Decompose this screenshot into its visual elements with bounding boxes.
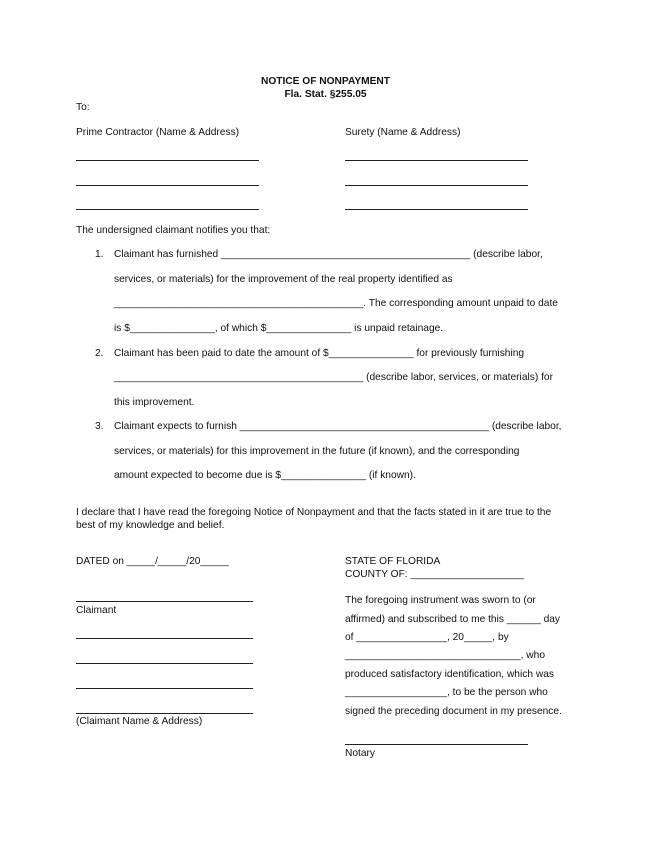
statute-reference: Fla. Stat. §255.05 (284, 89, 367, 100)
claimant-label: Claimant (76, 605, 117, 616)
item-2-line-2: ____________________________________________ (describe labor, services, or materials) for (114, 372, 553, 383)
item-1-line-1: Claimant has furnished ____________________________________________ (describe labor, (114, 249, 543, 260)
declaration-line-2: best of my knowledge and belief. (76, 520, 225, 531)
item-1-line-4: is $_______________, of which $_______________ is unpaid retainage. (114, 323, 444, 334)
item-3-line-2: services, or materials) for this improvement in the future (if known), and the corresponding (114, 446, 520, 457)
notary-line-5: produced satisfactory identification, which was (345, 669, 554, 680)
item-3-line-1: Claimant expects to furnish ____________________________________________ (describe labor, (114, 421, 562, 432)
document-title: NOTICE OF NONPAYMENT (260, 76, 391, 87)
notary-line-1: The foregoing instrument was sworn to (or (345, 595, 536, 606)
to-label: To: (76, 102, 90, 113)
notary-signature-line[interactable] (345, 744, 528, 745)
notary-state: STATE OF FLORIDA (345, 556, 441, 567)
item-1-line-3: ____________________________________________. The corresponding amount unpaid to date (114, 298, 558, 309)
notary-line-3: of ________________, 20_____, by (345, 632, 509, 643)
dated-field[interactable]: DATED on _____/_____/20_____ (76, 556, 229, 567)
surety-line-2[interactable] (345, 185, 528, 186)
notary-line-6: __________________, to be the person who (345, 687, 548, 698)
item-number-1: 1. (95, 249, 104, 260)
claimant-signature-line[interactable] (76, 601, 253, 602)
prime-contractor-line-3[interactable] (76, 209, 259, 210)
item-number-2: 2. (95, 348, 104, 359)
claimant-address-line-3[interactable] (76, 688, 253, 689)
surety-line-3[interactable] (345, 209, 528, 210)
notary-line-4: _______________________________, who (345, 650, 545, 661)
prime-contractor-label: Prime Contractor (Name & Address) (76, 127, 240, 138)
item-number-3: 3. (95, 421, 104, 432)
intro-text: The undersigned claimant notifies you that: (76, 225, 271, 236)
prime-contractor-line-1[interactable] (76, 160, 259, 161)
declaration-line-1: I declare that I have read the foregoing Notice of Nonpayment and that the facts stated in it are true to the (76, 507, 552, 518)
claimant-address-line-1[interactable] (76, 638, 253, 639)
notary-line-2: affirmed) and subscribed to me this ______ day (345, 614, 561, 625)
claimant-address-line-4[interactable] (76, 713, 253, 714)
item-3-line-3: amount expected to become due is $_______________ (if known). (114, 470, 416, 481)
surety-label: Surety (Name & Address) (345, 127, 461, 138)
item-1-line-2: services, or materials) for the improvement of the real property identified as (114, 274, 453, 285)
notary-county[interactable]: COUNTY OF: ____________________ (345, 569, 524, 580)
prime-contractor-line-2[interactable] (76, 185, 259, 186)
claimant-address-line-2[interactable] (76, 663, 253, 664)
notary-line-7: signed the preceding document in my presence. (345, 706, 562, 717)
claimant-name-address-label: (Claimant Name & Address) (76, 716, 203, 727)
surety-line-1[interactable] (345, 160, 528, 161)
notary-label: Notary (345, 748, 376, 759)
item-2-line-1: Claimant has been paid to date the amount of $_______________ for previously furnishing (114, 348, 525, 359)
item-2-line-3: this improvement. (114, 397, 195, 408)
